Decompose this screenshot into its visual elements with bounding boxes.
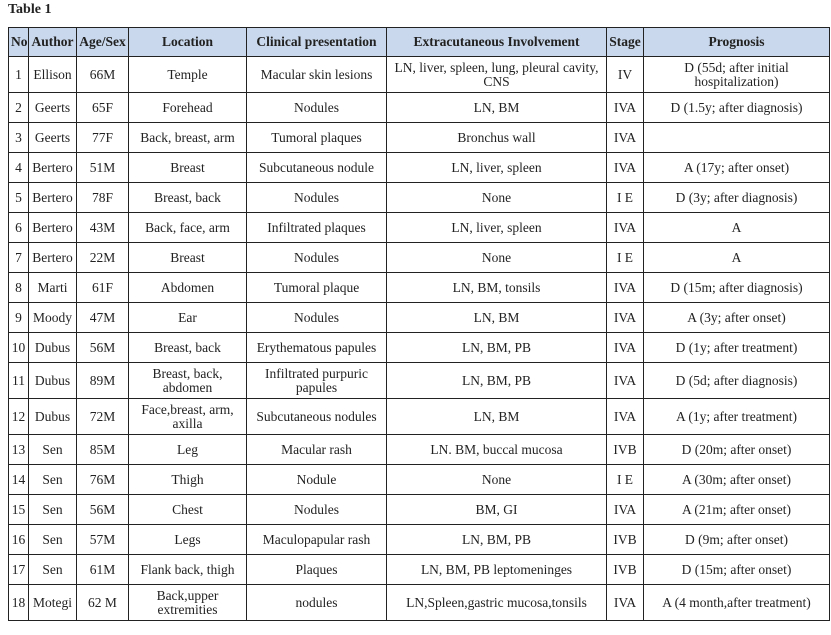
cell-stage: IVA	[607, 333, 644, 363]
cell-location: Breast, back	[129, 183, 247, 213]
table-row	[9, 465, 830, 495]
table-row	[9, 273, 830, 303]
cell-extracutaneous: LN,Spleen,gastric mucosa,tonsils	[387, 585, 607, 621]
table-body	[9, 57, 830, 621]
cell-no: 15	[9, 495, 29, 525]
cell-clinical: Tumoral plaques	[247, 123, 387, 153]
cell-location: Back, face, arm	[129, 213, 247, 243]
cell-prognosis: D (5d; after diagnosis)	[644, 363, 830, 399]
cell-author: Bertero	[29, 183, 77, 213]
cell-no: 12	[9, 399, 29, 435]
cell-extracutaneous: BM, GI	[387, 495, 607, 525]
cell-author: Sen	[29, 525, 77, 555]
cell-location: Breast, back	[129, 333, 247, 363]
table-row	[9, 57, 830, 93]
cell-age-sex: 51M	[77, 153, 129, 183]
cell-clinical: Nodule	[247, 465, 387, 495]
cell-no: 10	[9, 333, 29, 363]
cell-prognosis: D (1.5y; after diagnosis)	[644, 93, 830, 123]
cell-clinical: Macular rash	[247, 435, 387, 465]
cell-stage: IVA	[607, 399, 644, 435]
cell-extracutaneous: None	[387, 183, 607, 213]
cell-author: Marti	[29, 273, 77, 303]
cell-author: Dubus	[29, 333, 77, 363]
table-caption: Table 1	[8, 2, 52, 17]
cell-extracutaneous: LN, BM	[387, 303, 607, 333]
column-header: Location	[129, 28, 247, 57]
cell-stage: IVA	[607, 363, 644, 399]
table-row	[9, 525, 830, 555]
cell-no: 3	[9, 123, 29, 153]
cell-location: Breast	[129, 243, 247, 273]
cell-author: Dubus	[29, 363, 77, 399]
cell-author: Geerts	[29, 93, 77, 123]
cell-extracutaneous: None	[387, 243, 607, 273]
cell-age-sex: 89M	[77, 363, 129, 399]
cell-clinical: Nodules	[247, 183, 387, 213]
cell-stage: I E	[607, 465, 644, 495]
cell-author: Sen	[29, 465, 77, 495]
cell-extracutaneous: LN, liver, spleen	[387, 153, 607, 183]
cell-age-sex: 61M	[77, 555, 129, 585]
cell-clinical: Subcutaneous nodules	[247, 399, 387, 435]
cell-no: 7	[9, 243, 29, 273]
table-row	[9, 303, 830, 333]
cell-prognosis: D (20m; after onset)	[644, 435, 830, 465]
cell-prognosis	[644, 123, 830, 153]
cell-extracutaneous: LN, BM, PB	[387, 525, 607, 555]
table-row	[9, 213, 830, 243]
cell-stage: IVA	[607, 495, 644, 525]
column-header: Author	[29, 28, 77, 57]
column-header: Extracutaneous Involvement	[387, 28, 607, 57]
case-table	[8, 27, 830, 621]
cell-extracutaneous: LN, BM, tonsils	[387, 273, 607, 303]
cell-age-sex: 22M	[77, 243, 129, 273]
cell-prognosis: D (1y; after treatment)	[644, 333, 830, 363]
cell-stage: I E	[607, 183, 644, 213]
cell-clinical: Plaques	[247, 555, 387, 585]
table-row	[9, 243, 830, 273]
cell-prognosis: A (17y; after onset)	[644, 153, 830, 183]
table-row	[9, 153, 830, 183]
cell-clinical: Infiltrated plaques	[247, 213, 387, 243]
cell-no: 8	[9, 273, 29, 303]
cell-age-sex: 43M	[77, 213, 129, 243]
table-row	[9, 123, 830, 153]
cell-clinical: Subcutaneous nodule	[247, 153, 387, 183]
cell-location: Breast	[129, 153, 247, 183]
cell-age-sex: 57M	[77, 525, 129, 555]
cell-location: Back, breast, arm	[129, 123, 247, 153]
cell-prognosis: D (15m; after diagnosis)	[644, 273, 830, 303]
cell-age-sex: 76M	[77, 465, 129, 495]
cell-age-sex: 65F	[77, 93, 129, 123]
cell-no: 9	[9, 303, 29, 333]
cell-no: 5	[9, 183, 29, 213]
cell-prognosis: A	[644, 213, 830, 243]
table-row	[9, 555, 830, 585]
cell-prognosis: D (55d; after initial hospitalization)	[644, 57, 830, 93]
cell-age-sex: 72M	[77, 399, 129, 435]
cell-extracutaneous: LN, liver, spleen, lung, pleural cavity, CNS	[387, 57, 607, 93]
cell-clinical: Nodules	[247, 495, 387, 525]
cell-stage: IVA	[607, 273, 644, 303]
cell-stage: IV	[607, 57, 644, 93]
cell-stage: IVB	[607, 555, 644, 585]
cell-clinical: nodules	[247, 585, 387, 621]
cell-author: Sen	[29, 495, 77, 525]
cell-extracutaneous: LN, BM, PB leptomeninges	[387, 555, 607, 585]
cell-no: 11	[9, 363, 29, 399]
cell-extracutaneous: LN, liver, spleen	[387, 213, 607, 243]
cell-extracutaneous: Bronchus wall	[387, 123, 607, 153]
cell-no: 2	[9, 93, 29, 123]
cell-location: Chest	[129, 495, 247, 525]
cell-stage: IVB	[607, 435, 644, 465]
cell-author: Geerts	[29, 123, 77, 153]
table-row	[9, 333, 830, 363]
cell-age-sex: 62 M	[77, 585, 129, 621]
cell-location: Abdomen	[129, 273, 247, 303]
cell-stage: IVB	[607, 525, 644, 555]
cell-age-sex: 61F	[77, 273, 129, 303]
column-header: Age/Sex	[77, 28, 129, 57]
cell-stage: IVA	[607, 153, 644, 183]
cell-no: 4	[9, 153, 29, 183]
cell-clinical: Nodules	[247, 93, 387, 123]
column-header: Clinical presentation	[247, 28, 387, 57]
cell-stage: IVA	[607, 123, 644, 153]
cell-age-sex: 56M	[77, 333, 129, 363]
cell-no: 16	[9, 525, 29, 555]
cell-author: Moody	[29, 303, 77, 333]
table-row	[9, 585, 830, 621]
cell-no: 13	[9, 435, 29, 465]
cell-stage: IVA	[607, 93, 644, 123]
cell-clinical: Erythematous papules	[247, 333, 387, 363]
cell-extracutaneous: LN, BM	[387, 399, 607, 435]
cell-no: 6	[9, 213, 29, 243]
cell-age-sex: 47M	[77, 303, 129, 333]
cell-prognosis: A	[644, 243, 830, 273]
cell-extracutaneous: None	[387, 465, 607, 495]
cell-prognosis: D (3y; after diagnosis)	[644, 183, 830, 213]
cell-author: Bertero	[29, 243, 77, 273]
cell-age-sex: 78F	[77, 183, 129, 213]
cell-clinical: Nodules	[247, 243, 387, 273]
cell-no: 18	[9, 585, 29, 621]
cell-author: Ellison	[29, 57, 77, 93]
cell-location: Ear	[129, 303, 247, 333]
cell-prognosis: A (21m; after onset)	[644, 495, 830, 525]
cell-age-sex: 85M	[77, 435, 129, 465]
table-row	[9, 495, 830, 525]
cell-extracutaneous: LN, BM, PB	[387, 363, 607, 399]
cell-location: Leg	[129, 435, 247, 465]
cell-author: Bertero	[29, 153, 77, 183]
cell-prognosis: A (30m; after onset)	[644, 465, 830, 495]
cell-prognosis: A (1y; after treatment)	[644, 399, 830, 435]
cell-extracutaneous: LN, BM, PB	[387, 333, 607, 363]
cell-prognosis: D (15m; after onset)	[644, 555, 830, 585]
cell-no: 17	[9, 555, 29, 585]
cell-stage: IVA	[607, 213, 644, 243]
cell-location: Breast, back, abdomen	[129, 363, 247, 399]
column-header: Stage	[607, 28, 644, 57]
cell-location: Forehead	[129, 93, 247, 123]
cell-stage: IVA	[607, 303, 644, 333]
cell-author: Sen	[29, 555, 77, 585]
cell-location: Face,breast, arm, axilla	[129, 399, 247, 435]
cell-extracutaneous: LN. BM, buccal mucosa	[387, 435, 607, 465]
cell-author: Motegi	[29, 585, 77, 621]
cell-extracutaneous: LN, BM	[387, 93, 607, 123]
cell-age-sex: 56M	[77, 495, 129, 525]
cell-location: Back,upper extremities	[129, 585, 247, 621]
cell-stage: I E	[607, 243, 644, 273]
cell-clinical: Macular skin lesions	[247, 57, 387, 93]
cell-location: Temple	[129, 57, 247, 93]
column-header: No	[9, 28, 29, 57]
cell-author: Dubus	[29, 399, 77, 435]
cell-clinical: Tumoral plaque	[247, 273, 387, 303]
cell-clinical: Nodules	[247, 303, 387, 333]
cell-author: Bertero	[29, 213, 77, 243]
cell-location: Flank back, thigh	[129, 555, 247, 585]
table-row	[9, 363, 830, 399]
column-header: Prognosis	[644, 28, 830, 57]
cell-age-sex: 77F	[77, 123, 129, 153]
cell-no: 14	[9, 465, 29, 495]
cell-no: 1	[9, 57, 29, 93]
table-row	[9, 435, 830, 465]
table-row	[9, 93, 830, 123]
table-row	[9, 183, 830, 213]
table-row	[9, 399, 830, 435]
cell-author: Sen	[29, 435, 77, 465]
cell-prognosis: A (3y; after onset)	[644, 303, 830, 333]
cell-age-sex: 66M	[77, 57, 129, 93]
header-row	[9, 28, 830, 57]
cell-clinical: Maculopapular rash	[247, 525, 387, 555]
cell-location: Legs	[129, 525, 247, 555]
cell-location: Thigh	[129, 465, 247, 495]
cell-prognosis: D (9m; after onset)	[644, 525, 830, 555]
cell-stage: IVA	[607, 585, 644, 621]
cell-prognosis: A (4 month,after treatment)	[644, 585, 830, 621]
cell-clinical: Infiltrated purpuric papules	[247, 363, 387, 399]
